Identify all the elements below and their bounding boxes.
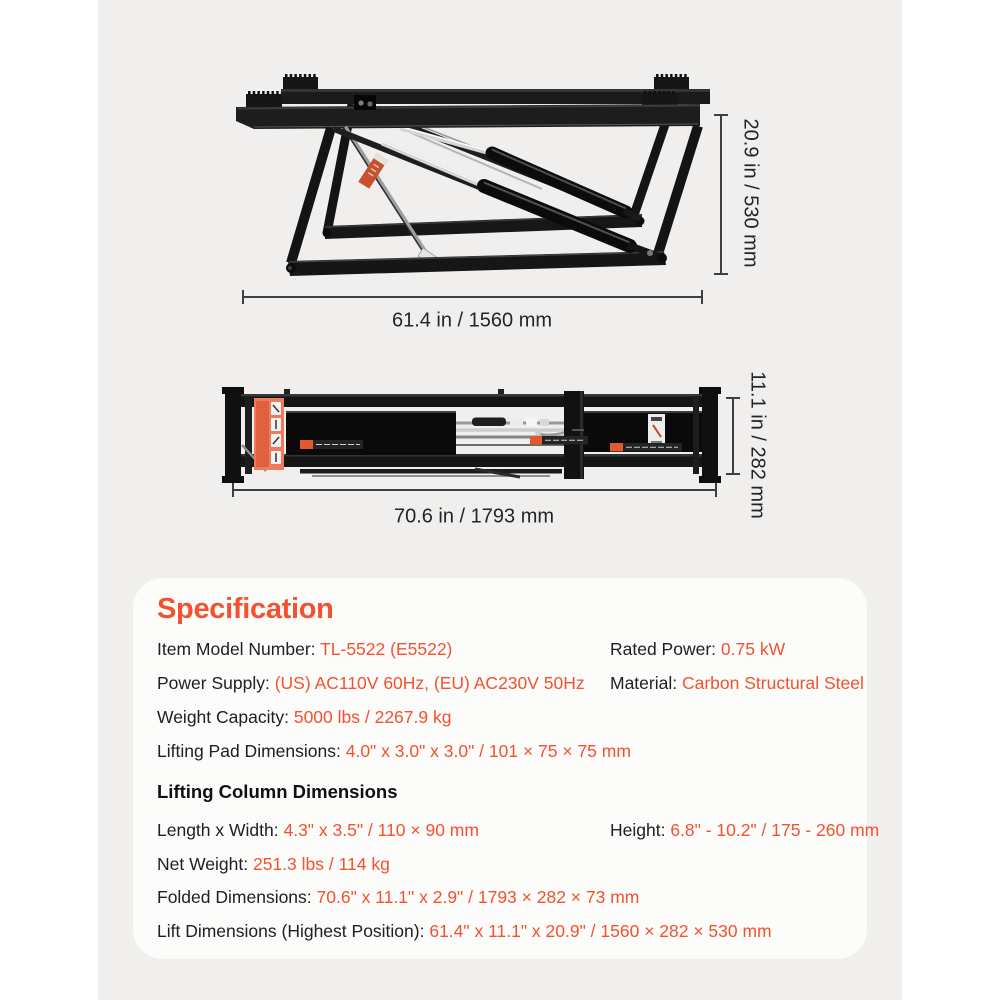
gray-stage-background xyxy=(98,0,902,1000)
spec-row-length-width xyxy=(157,820,479,841)
spec-row-power-supply xyxy=(157,673,585,694)
spec-row-rated-power xyxy=(610,639,785,660)
spec-label: Lift Dimensions (Highest Position): xyxy=(157,921,425,941)
spec-value: 0.75 kW xyxy=(720,639,786,659)
spec-row-net-weight xyxy=(157,854,390,875)
spec-label: Rated Power: xyxy=(610,639,717,659)
spec-value: 70.6" x 11.1" x 2.9" / 1793 × 282 × 73 mm xyxy=(316,887,640,907)
width-dimension-label-folded: 70.6 in / 1793 mm xyxy=(393,505,555,528)
spec-value: TL-5522 (E5522) xyxy=(320,639,453,659)
height-dimension-label-folded: 11.1 in / 282 mm xyxy=(746,371,769,519)
warning-strip-2 xyxy=(530,436,588,445)
spec-row-folded-dimensions xyxy=(157,887,639,908)
spec-value: 61.4" x 11.1" x 20.9" / 1560 × 282 × 530 mm xyxy=(429,921,772,941)
end-bracket-right xyxy=(693,387,721,483)
spec-value: 6.8" - 10.2" / 175 - 260 mm xyxy=(670,820,880,840)
spec-label: Item Model Number: xyxy=(157,639,316,659)
spec-label: Lifting Pad Dimensions: xyxy=(157,741,341,761)
spec-label: Net Weight: xyxy=(157,854,249,874)
spec-label: Length x Width: xyxy=(157,820,279,840)
spec-value: 4.0" x 3.0" x 3.0" / 101 × 75 × 75 mm xyxy=(345,741,631,761)
width-dimension-line-folded xyxy=(232,489,717,491)
spec-value: 4.3" x 3.5" / 110 × 90 mm xyxy=(283,820,479,840)
sub-rails xyxy=(300,469,562,477)
height-dimension-line-folded xyxy=(732,398,734,474)
width-dimension-line-raised xyxy=(242,296,703,298)
spec-row-lift-dimensions xyxy=(157,921,772,942)
rubber-pad-front-left xyxy=(246,93,282,108)
warning-sticker-large xyxy=(254,398,284,470)
spec-value: (US) AC110V 60Hz, (EU) AC230V 50Hz xyxy=(274,673,585,693)
spec-label: Weight Capacity: xyxy=(157,707,289,727)
spec-value: Carbon Structural Steel xyxy=(681,673,864,693)
height-dimension-label-raised: 20.9 in / 530 mm xyxy=(739,118,762,268)
warning-strip-3 xyxy=(610,443,682,452)
spec-row-material xyxy=(610,673,864,694)
spec-label: Material: xyxy=(610,673,678,693)
spec-label: Folded Dimensions: xyxy=(157,887,312,907)
base-rail-front xyxy=(286,251,667,276)
spec-subtitle: Lifting Column Dimensions xyxy=(157,781,398,802)
lift-raised-illustration xyxy=(230,65,730,335)
rubber-pad-rear-left xyxy=(283,76,318,91)
height-dimension-line-raised xyxy=(720,115,722,274)
width-dimension-label-raised: 61.4 in / 1560 mm xyxy=(391,309,553,332)
specification-panel xyxy=(133,578,880,959)
spec-row-lifting-pad-dimensions xyxy=(157,741,631,762)
spec-row-weight-capacity xyxy=(157,707,451,728)
spec-value: 5000 lbs / 2267.9 kg xyxy=(293,707,452,727)
spec-row-item-model-number xyxy=(157,639,452,660)
rubber-pad-rear-right xyxy=(654,76,689,91)
spec-title: Specification xyxy=(157,593,334,625)
spec-label: Power Supply: xyxy=(157,673,270,693)
spec-value: 251.3 lbs / 114 kg xyxy=(252,854,390,874)
spec-label: Height: xyxy=(610,820,666,840)
spec-row-height xyxy=(610,820,879,841)
lift-folded-illustration xyxy=(220,385,740,495)
warning-strip-1 xyxy=(300,440,363,449)
